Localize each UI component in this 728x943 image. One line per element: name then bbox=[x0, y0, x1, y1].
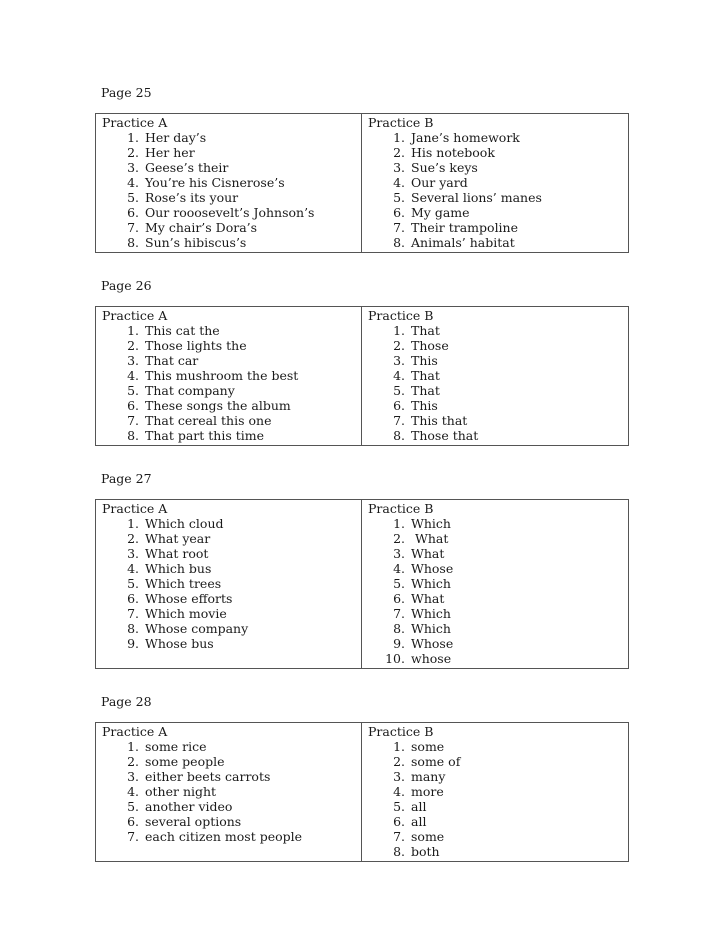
list-item bbox=[102, 235, 357, 250]
list-item bbox=[368, 368, 624, 383]
practice-b-title: Practice B bbox=[368, 115, 434, 130]
list-item bbox=[102, 621, 357, 636]
item-number: 1. bbox=[393, 130, 405, 145]
list-item bbox=[102, 145, 357, 160]
list-item bbox=[102, 829, 357, 844]
item-text: My chair’s Dora’s bbox=[145, 220, 258, 235]
list-item bbox=[102, 428, 357, 443]
item-text: That bbox=[411, 383, 440, 398]
item-text: Rose’s its your bbox=[145, 190, 239, 205]
item-text: Whose efforts bbox=[145, 591, 233, 606]
item-number: 1. bbox=[127, 739, 139, 754]
item-number: 2. bbox=[127, 531, 139, 546]
item-number: 3. bbox=[393, 160, 405, 175]
list-item bbox=[102, 338, 357, 353]
item-number: 9. bbox=[393, 636, 405, 651]
item-text: some bbox=[411, 829, 445, 844]
item-text: Which bus bbox=[145, 561, 212, 576]
item-text: What bbox=[411, 591, 445, 606]
item-number: 5. bbox=[393, 799, 405, 814]
item-number: 7. bbox=[127, 413, 139, 428]
item-text: other night bbox=[145, 784, 217, 799]
list-item bbox=[102, 175, 357, 190]
item-number: 3. bbox=[393, 546, 405, 561]
item-text: Which movie bbox=[145, 606, 227, 621]
practice-a-title: Practice A bbox=[102, 724, 168, 739]
item-text: What bbox=[411, 546, 445, 561]
list-item bbox=[368, 323, 624, 338]
practice-b-column bbox=[362, 307, 628, 445]
list-item bbox=[368, 130, 624, 145]
item-text: Those that bbox=[411, 428, 479, 443]
list-item bbox=[368, 739, 624, 754]
item-number: 9. bbox=[127, 636, 139, 651]
item-number: 6. bbox=[393, 398, 405, 413]
item-text: That bbox=[411, 323, 440, 338]
list-item bbox=[368, 205, 624, 220]
list-item bbox=[368, 636, 624, 651]
practice-b-title: Practice B bbox=[368, 501, 434, 516]
item-number: 6. bbox=[127, 591, 139, 606]
item-text: Geese’s their bbox=[145, 160, 229, 175]
item-number: 4. bbox=[127, 561, 139, 576]
item-text: Animals’ habitat bbox=[411, 235, 515, 250]
item-number: 3. bbox=[127, 769, 139, 784]
item-text: Their trampoline bbox=[411, 220, 519, 235]
item-text: some people bbox=[145, 754, 225, 769]
list-item bbox=[102, 353, 357, 368]
item-number: 1. bbox=[127, 130, 139, 145]
item-text: This mushroom the best bbox=[145, 368, 299, 383]
list-item bbox=[368, 769, 624, 784]
item-number: 3. bbox=[127, 160, 139, 175]
page-label: Page 25 bbox=[101, 85, 152, 100]
practice-a-title: Practice A bbox=[102, 115, 168, 130]
item-text: Whose bbox=[411, 561, 454, 576]
item-text: That company bbox=[145, 383, 235, 398]
list-item bbox=[368, 160, 624, 175]
item-number: 2. bbox=[393, 754, 405, 769]
item-text: Which bbox=[411, 606, 451, 621]
list-item bbox=[102, 220, 357, 235]
list-item bbox=[102, 769, 357, 784]
item-number: 5. bbox=[127, 383, 139, 398]
item-text: some rice bbox=[145, 739, 207, 754]
item-number: 5. bbox=[127, 576, 139, 591]
practice-b-list bbox=[368, 739, 624, 859]
page-label: Page 27 bbox=[101, 471, 152, 486]
item-text: That car bbox=[145, 353, 199, 368]
practice-b-title: Practice B bbox=[368, 724, 434, 739]
list-item bbox=[102, 516, 357, 531]
item-text: That part this time bbox=[145, 428, 264, 443]
item-text: What bbox=[411, 531, 449, 546]
list-item bbox=[368, 235, 624, 250]
item-text: Jane’s homework bbox=[411, 130, 520, 145]
list-item bbox=[102, 160, 357, 175]
list-item bbox=[102, 576, 357, 591]
item-text: That bbox=[411, 368, 440, 383]
practice-b-list bbox=[368, 130, 624, 250]
list-item bbox=[368, 413, 624, 428]
list-item bbox=[368, 844, 624, 859]
practice-a-list bbox=[102, 739, 357, 844]
item-number: 8. bbox=[127, 428, 139, 443]
item-number: 6. bbox=[393, 814, 405, 829]
item-number: 7. bbox=[127, 606, 139, 621]
list-item bbox=[102, 531, 357, 546]
item-text: Whose bbox=[411, 636, 454, 651]
item-text: Whose bus bbox=[145, 636, 214, 651]
list-item bbox=[368, 428, 624, 443]
item-number: 5. bbox=[127, 190, 139, 205]
list-item bbox=[368, 606, 624, 621]
item-text: more bbox=[411, 784, 444, 799]
list-item bbox=[102, 383, 357, 398]
list-item bbox=[368, 145, 624, 160]
item-text: Her her bbox=[145, 145, 195, 160]
item-number: 4. bbox=[393, 561, 405, 576]
item-number: 8. bbox=[393, 235, 405, 250]
list-item bbox=[368, 383, 624, 398]
item-number: 6. bbox=[127, 205, 139, 220]
answer-table bbox=[95, 113, 629, 253]
item-number: 10. bbox=[385, 651, 405, 666]
list-item bbox=[102, 190, 357, 205]
item-number: 5. bbox=[127, 799, 139, 814]
item-number: 4. bbox=[393, 368, 405, 383]
item-text: What year bbox=[145, 531, 211, 546]
list-item bbox=[368, 338, 624, 353]
item-number: 2. bbox=[127, 145, 139, 160]
item-number: 6. bbox=[127, 814, 139, 829]
item-text: another video bbox=[145, 799, 233, 814]
item-number: 6. bbox=[393, 591, 405, 606]
list-item bbox=[102, 130, 357, 145]
item-number: 5. bbox=[393, 190, 405, 205]
list-item bbox=[368, 398, 624, 413]
practice-a-column bbox=[96, 500, 362, 668]
list-item bbox=[102, 739, 357, 754]
item-text: What root bbox=[145, 546, 209, 561]
item-number: 2. bbox=[127, 754, 139, 769]
list-item bbox=[368, 531, 624, 546]
practice-a-list bbox=[102, 516, 357, 651]
item-number: 1. bbox=[393, 739, 405, 754]
item-text: Those lights the bbox=[145, 338, 247, 353]
answer-table bbox=[95, 306, 629, 446]
item-number: 4. bbox=[127, 784, 139, 799]
item-number: 8. bbox=[127, 621, 139, 636]
item-number: 7. bbox=[127, 829, 139, 844]
item-text: several options bbox=[145, 814, 242, 829]
list-item bbox=[102, 205, 357, 220]
item-text: This that bbox=[411, 413, 468, 428]
practice-b-column bbox=[362, 114, 628, 252]
practice-a-column bbox=[96, 114, 362, 252]
item-text: Which cloud bbox=[145, 516, 224, 531]
item-text: Sue’s keys bbox=[411, 160, 478, 175]
list-item bbox=[368, 621, 624, 636]
list-item bbox=[368, 651, 624, 666]
answer-table bbox=[95, 722, 629, 862]
item-text: Those bbox=[411, 338, 449, 353]
item-text: all bbox=[411, 814, 427, 829]
item-number: 8. bbox=[393, 428, 405, 443]
item-number: 1. bbox=[393, 323, 405, 338]
list-item bbox=[102, 546, 357, 561]
practice-a-list bbox=[102, 130, 357, 250]
list-item bbox=[102, 606, 357, 621]
item-text: You’re his Cisnerose’s bbox=[145, 175, 285, 190]
page-label: Page 28 bbox=[101, 694, 152, 709]
item-number: 7. bbox=[393, 413, 405, 428]
item-text: Which bbox=[411, 621, 451, 636]
item-text: That cereal this one bbox=[145, 413, 272, 428]
item-number: 8. bbox=[393, 844, 405, 859]
item-text: This bbox=[411, 398, 438, 413]
list-item bbox=[102, 591, 357, 606]
item-text: Which trees bbox=[145, 576, 222, 591]
practice-a-title: Practice A bbox=[102, 308, 168, 323]
item-number: 1. bbox=[127, 323, 139, 338]
practice-a-title: Practice A bbox=[102, 501, 168, 516]
item-number: 4. bbox=[127, 175, 139, 190]
practice-a-column bbox=[96, 307, 362, 445]
item-text: some bbox=[411, 739, 445, 754]
practice-a-list bbox=[102, 323, 357, 443]
item-text: each citizen most people bbox=[145, 829, 303, 844]
item-text: These songs the album bbox=[145, 398, 291, 413]
item-text: Sun’s hibiscus’s bbox=[145, 235, 247, 250]
list-item bbox=[368, 799, 624, 814]
practice-b-list bbox=[368, 323, 624, 443]
item-number: 3. bbox=[393, 769, 405, 784]
item-number: 7. bbox=[393, 606, 405, 621]
item-number: 7. bbox=[393, 220, 405, 235]
item-number: 7. bbox=[393, 829, 405, 844]
practice-b-column bbox=[362, 500, 628, 668]
item-number: 1. bbox=[127, 516, 139, 531]
answer-table bbox=[95, 499, 629, 669]
item-number: 6. bbox=[393, 205, 405, 220]
item-number: 7. bbox=[127, 220, 139, 235]
list-item bbox=[368, 516, 624, 531]
item-number: 2. bbox=[393, 145, 405, 160]
list-item bbox=[368, 576, 624, 591]
item-text: This bbox=[411, 353, 438, 368]
item-number: 6. bbox=[127, 398, 139, 413]
item-text: Several lions’ manes bbox=[411, 190, 542, 205]
list-item bbox=[102, 636, 357, 651]
practice-b-title: Practice B bbox=[368, 308, 434, 323]
item-number: 4. bbox=[127, 368, 139, 383]
item-number: 8. bbox=[127, 235, 139, 250]
item-number: 4. bbox=[393, 784, 405, 799]
item-text: Which bbox=[411, 576, 451, 591]
item-text: My game bbox=[411, 205, 470, 220]
list-item bbox=[368, 591, 624, 606]
item-text: This cat the bbox=[145, 323, 220, 338]
item-text: His notebook bbox=[411, 145, 495, 160]
item-text: Our yard bbox=[411, 175, 468, 190]
item-text: Which bbox=[411, 516, 451, 531]
item-text: either beets carrots bbox=[145, 769, 271, 784]
item-text: all bbox=[411, 799, 427, 814]
list-item bbox=[368, 353, 624, 368]
item-text: Her day’s bbox=[145, 130, 207, 145]
practice-a-column bbox=[96, 723, 362, 861]
item-number: 1. bbox=[393, 516, 405, 531]
item-number: 8. bbox=[393, 621, 405, 636]
item-number: 2. bbox=[393, 338, 405, 353]
list-item bbox=[102, 368, 357, 383]
list-item bbox=[102, 784, 357, 799]
item-number: 3. bbox=[393, 353, 405, 368]
list-item bbox=[102, 561, 357, 576]
item-number: 5. bbox=[393, 576, 405, 591]
list-item bbox=[102, 398, 357, 413]
list-item bbox=[102, 814, 357, 829]
list-item bbox=[102, 413, 357, 428]
item-number: 3. bbox=[127, 546, 139, 561]
list-item bbox=[102, 754, 357, 769]
item-text: Our rooosevelt’s Johnson’s bbox=[145, 205, 315, 220]
item-number: 2. bbox=[127, 338, 139, 353]
item-number: 5. bbox=[393, 383, 405, 398]
practice-b-column bbox=[362, 723, 628, 861]
list-item bbox=[368, 754, 624, 769]
item-number: 4. bbox=[393, 175, 405, 190]
list-item bbox=[368, 220, 624, 235]
item-text: both bbox=[411, 844, 440, 859]
item-text: Whose company bbox=[145, 621, 249, 636]
practice-b-list bbox=[368, 516, 624, 666]
page-label: Page 26 bbox=[101, 278, 152, 293]
list-item bbox=[102, 799, 357, 814]
list-item bbox=[368, 546, 624, 561]
item-text: many bbox=[411, 769, 446, 784]
item-text: some of bbox=[411, 754, 461, 769]
list-item bbox=[102, 323, 357, 338]
list-item bbox=[368, 190, 624, 205]
list-item bbox=[368, 175, 624, 190]
list-item bbox=[368, 561, 624, 576]
item-number: 2. bbox=[393, 531, 405, 546]
list-item bbox=[368, 829, 624, 844]
list-item bbox=[368, 784, 624, 799]
list-item bbox=[368, 814, 624, 829]
item-number: 3. bbox=[127, 353, 139, 368]
item-text: whose bbox=[411, 651, 452, 666]
